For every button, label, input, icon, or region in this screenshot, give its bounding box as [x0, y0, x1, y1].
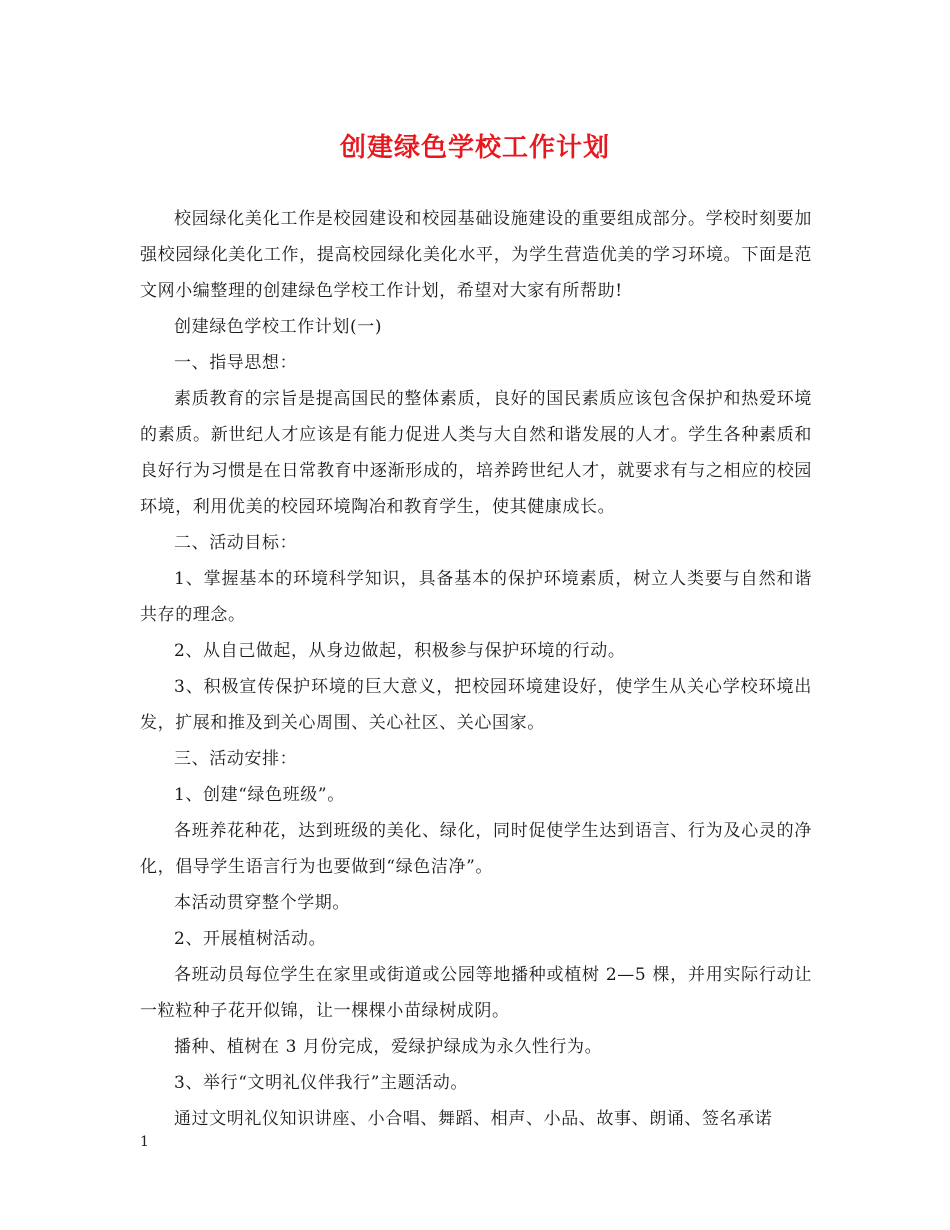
section-heading-guiding-thought: 一、指导思想： [174, 353, 298, 373]
activity-note-2: 播种、植树在 3 月份完成，爱绿护绿成为永久性行为。 [174, 1037, 603, 1057]
activity-heading-1: 1、创建“绿色班级”。 [174, 785, 345, 805]
document-title: 创建绿色学校工作计划 [339, 133, 610, 163]
activity-paragraph-3: 通过文明礼仪知识讲座、小合唱、舞蹈、相声、小品、故事、朗诵、签名承诺 [174, 1109, 773, 1129]
paragraph-guiding-thought: 素质教育的宗旨是提高国民的整体素质，良好的国民素质应该包含保护和热爱环境的素质。新世纪人才应该是有能力促进人类与大自然和谐发展的人才。学生各种素质和良好行为习惯是在日常教育中逐渐形成的，培养跨世纪人才，就要求有与之相应的校园环境，利用优美的校园环境陶冶和教育学生，使其健康成长。 [140, 389, 812, 517]
activity-heading-2: 2、开展植树活动。 [174, 929, 327, 949]
section-heading-activity-goals: 二、活动目标： [174, 533, 298, 553]
activity-note-1: 本活动贯穿整个学期。 [174, 893, 350, 913]
activity-heading-3: 3、举行“文明礼仪伴我行”主题活动。 [174, 1073, 468, 1093]
document-body [140, 201, 812, 1137]
plan-subtitle: 创建绿色学校工作计划(一) [174, 317, 383, 337]
goal-item-2: 2、从自己做起，从身边做起，积极参与保护环境的行动。 [174, 641, 626, 661]
goal-item-3: 3、积极宣传保护环境的巨大意义，把校园环境建设好，使学生从关心学校环境出发，扩展和推及到关心周围、关心社区、关心国家。 [140, 677, 812, 733]
activity-paragraph-1: 各班养花种花，达到班级的美化、绿化，同时促使学生达到语言、行为及心灵的净化，倡导学生语言行为也要做到“绿色洁净”。 [140, 821, 812, 877]
page-number: 1 [140, 1134, 149, 1150]
section-heading-activity-arrangement: 三、活动安排： [174, 749, 298, 769]
activity-paragraph-2: 各班动员每位学生在家里或街道或公园等地播种或植树 2—5 棵，并用实际行动让一粒粒种子花开似锦，让一棵棵小苗绿树成阴。 [140, 965, 812, 1021]
intro-paragraph: 校园绿化美化工作是校园建设和校园基础设施建设的重要组成部分。学校时刻要加强校园绿化美化工作，提高校园绿化美化水平，为学生营造优美的学习环境。下面是范文网小编整理的创建绿色学校工作计划，希望对大家有所帮助! [140, 209, 812, 301]
goal-item-1: 1、掌握基本的环境科学知识，具备基本的保护环境素质，树立人类要与自然和谐共存的理念。 [140, 569, 812, 625]
